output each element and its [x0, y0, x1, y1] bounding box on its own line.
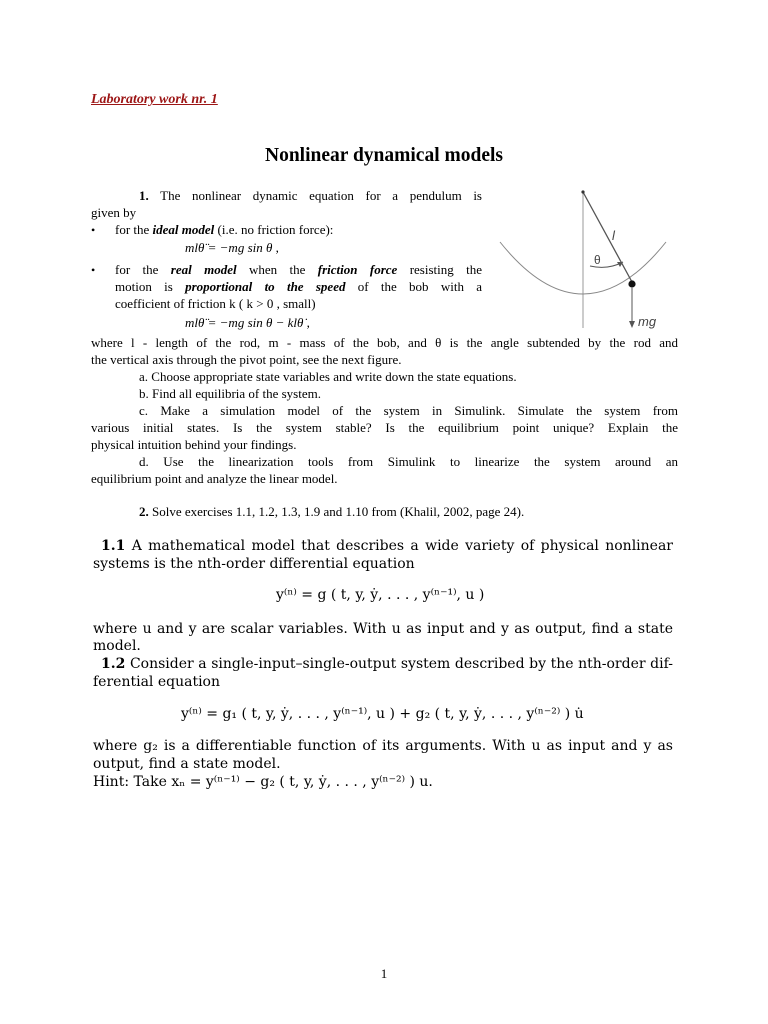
page-number: 1 — [380, 966, 388, 981]
equation-1-1: y⁽ⁿ⁾ = g ( t, y, ẏ, . . . , y⁽ⁿ⁻¹⁾, u ) — [276, 587, 485, 603]
pendulum-bob — [628, 280, 635, 287]
part1-intro-line1 — [91, 188, 482, 205]
exercise-1-2-hint: Hint: Take xₙ = y⁽ⁿ⁻¹⁾ − g₂ ( t, y, ẏ, . . . , y⁽ⁿ⁻²⁾ ) u. — [93, 774, 433, 790]
task-b: b. Find all equilibria of the system. — [139, 386, 321, 401]
equation-ideal: mlθ̈ = −mg sin θ , — [185, 240, 279, 255]
equation-real: mlθ̈ = −mg sin θ − klθ̇ , — [185, 315, 310, 330]
task-c-line1: c. Make a simulation model of the system in Simulink. Simulate the system from — [139, 403, 678, 418]
part2-text: 2. Solve exercises 1.1, 1.2, 1.3, 1.9 and 1.10 from (Khalil, 2002, page 24). — [139, 504, 525, 519]
exercise-1-1-line1: 1.1 A mathematical model that describes a wide variety of physical nonlinear — [101, 538, 673, 554]
pendulum-rod — [583, 192, 632, 282]
bullet-ideal-model: for the ideal model (i.e. no friction force): — [115, 222, 334, 237]
bullet-dot-1: • — [91, 223, 96, 237]
exercise-1-2-line4: output, find a state model. — [93, 756, 281, 772]
ideal-model-term: ideal model — [152, 222, 215, 237]
bullet-dot-2: • — [91, 263, 96, 277]
bullet-real-model-line3: coefficient of friction k ( k > 0 , small) — [115, 296, 316, 311]
lab-work-heading: Laboratory work nr. 1 — [91, 92, 218, 107]
exercise-1-2-line3: where g₂ is a differentiable function of its arguments. With u as input and y as — [93, 738, 673, 754]
pendulum-figure — [490, 178, 680, 338]
where-line2: the vertical axis through the pivot point, see the next figure. — [91, 352, 402, 367]
bullet-real-model-line2: motion is proportional to the speed of the bob with a — [115, 279, 482, 294]
rod-length-label: l — [612, 228, 615, 243]
exercise-1-2-number: 1.2 — [101, 656, 126, 672]
gravity-arrowhead — [629, 321, 635, 328]
part1-intro-text: The nonlinear dynamic equation for a pendulum is — [160, 188, 482, 203]
part2-number: 2. — [139, 504, 149, 519]
task-c-line3: physical intuition behind your findings. — [91, 437, 297, 452]
exercise-1-2-line2: ferential equation — [93, 674, 220, 690]
exercise-1-1-number: 1.1 — [101, 538, 126, 554]
exercise-1-1-line4: model. — [93, 638, 141, 654]
page-title: Nonlinear dynamical models — [265, 145, 503, 166]
task-a: a. Choose appropriate state variables and write down the state equations. — [139, 369, 517, 384]
weight-label: mg — [638, 314, 657, 329]
exercise-1-2-line1: 1.2 Consider a single-input–single-output system described by the nth-order dif- — [101, 656, 674, 672]
task-c-line2: various initial states. Is the system stable? Is the equilibrium point unique? Explain the — [91, 420, 678, 435]
exercise-1-1-line2: systems is the nth-order differential equation — [93, 556, 415, 572]
bullet-real-model-line1: for the real model when the friction force resisting the — [115, 262, 482, 277]
task-d-line1: d. Use the linearization tools from Simulink to linearize the system around an — [139, 454, 678, 469]
where-line1: where l - length of the rod, m - mass of the bob, and θ is the angle subtended by the rod and — [91, 335, 678, 350]
pivot-point — [581, 190, 584, 193]
task-d-line2: equilibrium point and analyze the linear model. — [91, 471, 338, 486]
part1-intro-line2: given by — [91, 205, 137, 220]
part1-number: 1. — [139, 188, 149, 203]
exercise-1-1-line3: where u and y are scalar variables. With u as input and y as output, find a state — [93, 621, 673, 637]
equation-1-2: y⁽ⁿ⁾ = g₁ ( t, y, ẏ, . . . , y⁽ⁿ⁻¹⁾, u ) + g₂ ( t, y, ẏ, . . . , y⁽ⁿ⁻²⁾ ) u̇ — [181, 706, 584, 722]
angle-label: θ — [594, 253, 601, 267]
